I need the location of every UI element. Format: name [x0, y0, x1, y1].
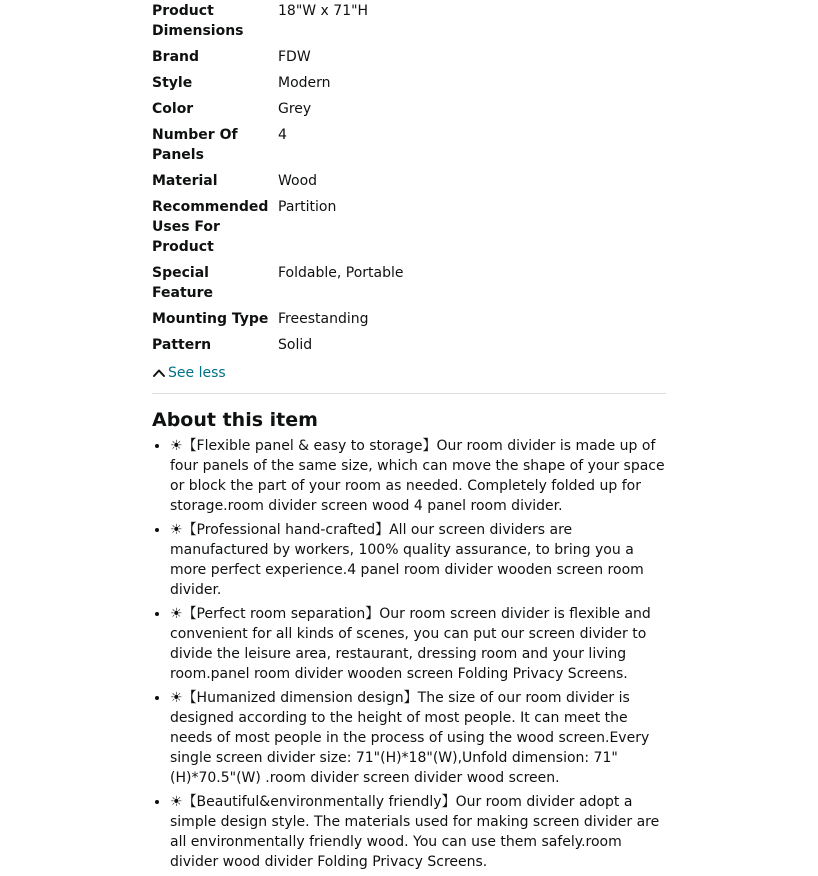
spec-value: FDW [278, 49, 311, 65]
see-less-label[interactable]: See less [168, 365, 226, 381]
feature-bullet: • ☀【Humanized dimension design】The size of our room divider is designed according to the height of most people. It can meet the needs of most people in the process of using the wood screen.Every single screen divider size: 71"(H)*18"(W),Unfold dimension: 71"(H)*70.5"(W) .room divider screen divider wood screen. [170, 688, 668, 788]
spec-key: Brand [152, 49, 200, 65]
spec-row-number-of-panels [152, 125, 578, 171]
feature-bullet: • ☀【Perfect room separation】Our room screen divider is flexible and convenient for all kinds of scenes, you can put our screen divider to divide the leisure area, restaurant, dressing room and your living room.panel room divider wooden screen Folding Privacy Screens. [170, 604, 668, 684]
product-details [152, 0, 668, 876]
spec-row-special-feature [152, 263, 578, 309]
spec-row-recommended-uses [152, 197, 578, 263]
spec-key: Style [152, 75, 193, 91]
about-bullets-list [152, 436, 668, 872]
spec-value: Wood [278, 173, 318, 189]
spec-row-style [152, 73, 578, 99]
spec-row-product-dimensions [152, 1, 578, 47]
spec-key: Product Dimensions [152, 3, 244, 39]
spec-key: Pattern [152, 337, 212, 353]
feature-bullet: • ☀【Beautiful&environmentally friendly】Our room divider adopt a simple design style. The materials used for making screen divider are all environmentally friendly wood. You can use them safely.room divider wood divider Folding Privacy Screens. [170, 792, 668, 872]
feature-bullet: • ☀【Professional hand-crafted】All our screen dividers are manufactured by workers, 100% quality assurance, to bring you a more perfect experience.4 panel room divider wooden screen room divider. [170, 520, 668, 600]
spec-row-color [152, 99, 578, 125]
spec-key: Mounting Type [152, 311, 269, 327]
spec-row-brand [152, 47, 578, 73]
feature-bullet: • ☀【Flexible panel & easy to storage】Our room divider is made up of four panels of the same size, which can move the shape of your space or block the part of your room as needed. Completely folded up for storage.room divider screen wood 4 panel room divider. [170, 436, 668, 516]
product-specs-table [152, 1, 578, 361]
spec-value: Partition [278, 199, 337, 215]
spec-value: 4 [278, 127, 287, 143]
chevron-up-icon [152, 366, 166, 380]
see-less-link[interactable] [152, 363, 668, 383]
spec-value: Grey [278, 101, 312, 117]
spec-key: Special Feature [152, 265, 213, 301]
spec-value: Solid [278, 337, 313, 353]
spec-key: Material [152, 173, 218, 189]
spec-key: Color [152, 101, 194, 117]
spec-value: 18"W x 71"H [278, 3, 369, 19]
spec-key: Recommended Uses For Product [152, 199, 269, 255]
spec-row-pattern [152, 335, 578, 361]
about-this-item-heading: About this item [152, 409, 318, 431]
spec-value: Foldable, Portable [278, 265, 404, 281]
spec-key: Number Of Panels [152, 127, 238, 163]
spec-row-mounting-type [152, 309, 578, 335]
spec-value: Modern [278, 75, 331, 91]
section-divider [152, 393, 666, 394]
spec-row-material [152, 171, 578, 197]
spec-value: Freestanding [278, 311, 369, 327]
